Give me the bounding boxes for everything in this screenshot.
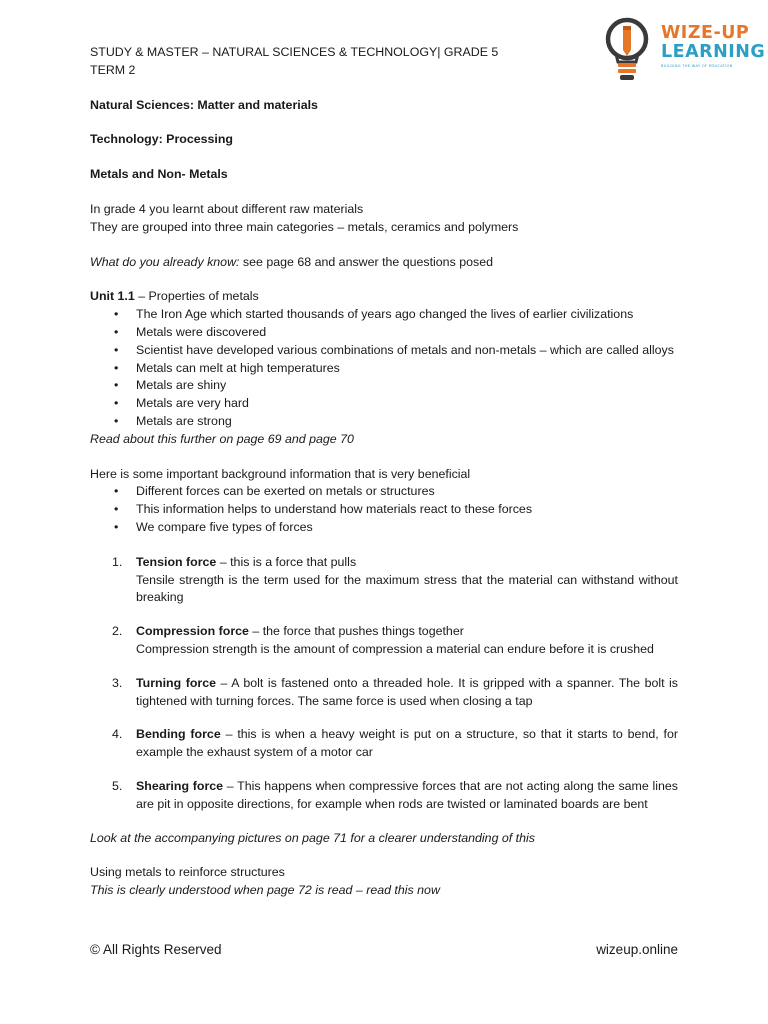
already-know [90, 254, 678, 272]
website-text: wizeup.online [596, 942, 678, 957]
forces-list [90, 554, 678, 814]
list-item: • Metals are strong [114, 413, 232, 428]
intro-line2: They are grouped into three main categories – metals, ceramics and polymers [90, 219, 519, 234]
list-item: • This information helps to understand how materials react to these forces [114, 502, 533, 517]
force-item-bending: 4. Bending force – this is when a heavy weight is put on a structure, so that it starts to bend, for example the exhaust system of a motor car [112, 727, 678, 760]
already-know-label: What do you already know: [90, 254, 240, 269]
document-body [90, 44, 678, 900]
force-item-turning: 3. Turning force – A bolt is fastened onto a threaded hole. It is gripped with a spanner. The bolt is tightened with turning forces. The same force is used when closing a tap [112, 675, 679, 708]
background-list [90, 483, 678, 536]
unit-label: Unit 1.1 [90, 289, 135, 304]
list-item: • The Iron Age which started thousands of years ago changed the lives of earlier civilizations [114, 307, 634, 322]
background-intro: Here is some important background information that is very beneficial [90, 466, 471, 481]
header-line2: TERM 2 [90, 62, 136, 77]
page-footer [90, 941, 678, 959]
pictures-note: Look at the accompanying pictures on page 71 for a clearer understanding of this [90, 830, 535, 845]
unit-text: – Properties of metals [134, 289, 259, 304]
intro-line1: In grade 4 you learnt about different raw materials [90, 201, 364, 216]
header-line1: STUDY & MASTER – NATURAL SCIENCES & TECHNOLOGY| GRADE 5 [90, 45, 499, 59]
topic-title: Metals and Non- Metals [90, 167, 228, 182]
force-item-tension: 1. Tension force – this is a force that pulls Tensile strength is the term used for the maximum stress that the material can withstand without breaking [112, 554, 678, 605]
force-item-compression: 2. Compression force – the force that pushes things together Compression strength is the amount of compression a material can endure before it is crushed [112, 624, 654, 656]
copyright-text: © All Rights Reserved [90, 942, 222, 957]
metal-properties-list [90, 306, 678, 431]
unit-heading [90, 288, 678, 306]
already-know-text: see page 68 and answer the questions posed [239, 254, 493, 269]
natural-sciences-title: Natural Sciences: Matter and materials [90, 97, 318, 112]
list-item: • Scientist have developed various combinations of metals and non-metals – which are called alloys [114, 342, 674, 357]
logo-tagline: BUILDING THE WAY OF EDUCATION [661, 64, 733, 68]
logo-line1: WIZE-UP [661, 23, 750, 43]
list-item: • Metals are very hard [114, 396, 249, 411]
logo-line2: LEARNING [661, 42, 766, 62]
list-item: • Metals are shiny [114, 378, 227, 393]
force-item-shearing: 5. Shearing force – This happens when compressive forces that are not acting along the same lines are pit in opposite directions, for example when rods are twisted or laminated boards are bent [112, 778, 678, 811]
list-item: • Different forces can be exerted on metals or structures [114, 484, 435, 499]
reinforce-line2: This is clearly understood when page 72 is read – read this now [90, 883, 440, 898]
list-item: • Metals were discovered [114, 324, 267, 339]
list-item: • Metals can melt at high temperatures [114, 360, 340, 375]
technology-title: Technology: Processing [90, 132, 233, 147]
read-more-note: Read about this further on page 69 and page 70 [90, 431, 354, 446]
reinforce-line1: Using metals to reinforce structures [90, 865, 285, 880]
list-item: • We compare five types of forces [114, 519, 313, 534]
